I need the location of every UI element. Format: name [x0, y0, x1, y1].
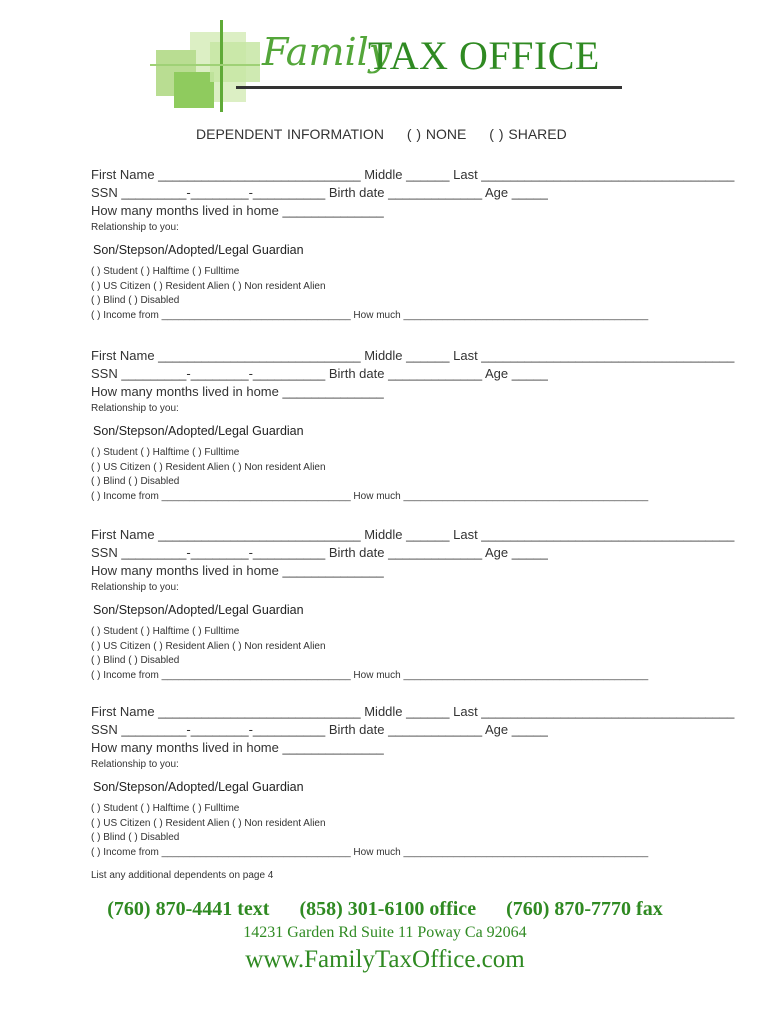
ssn-birth-age-fields[interactable]: SSN _________-________-__________ Birth date _____________ Age _____ [91, 185, 548, 200]
name-fields[interactable]: First Name ____________________________ Middle ______ Last ___________________________________ [91, 704, 735, 719]
ssn-birth-age-fields[interactable]: SSN _________-________-__________ Birth date _____________ Age _____ [91, 545, 548, 560]
dependent-block-4 [91, 703, 735, 861]
phone-numbers [0, 898, 770, 921]
name-fields[interactable]: First Name ____________________________ Middle ______ Last ___________________________________ [91, 167, 735, 182]
relationship-label: Relationship to you: [91, 222, 179, 233]
income-fields[interactable]: ( ) Income from __________________________________ How much ____________________________________________ [91, 491, 649, 503]
student-options[interactable]: ( ) Student ( ) Halftime ( ) Fulltime [91, 626, 240, 637]
months-lived-field[interactable]: How many months lived in home ______________ [91, 203, 384, 218]
dependent-block-3 [91, 526, 735, 684]
form-title: DEPENDENT INFORMATION [196, 126, 384, 142]
disability-options[interactable]: ( ) Blind ( ) Disabled [91, 295, 180, 307]
disability-options[interactable]: ( ) Blind ( ) Disabled [91, 476, 180, 488]
student-options[interactable]: ( ) Student ( ) Halftime ( ) Fulltime [91, 266, 240, 277]
dependent-block-2 [91, 347, 735, 505]
logo-word-family: Family [262, 30, 391, 74]
citizenship-options[interactable]: ( ) US Citizen ( ) Resident Alien ( ) Non resident Alien [91, 640, 326, 652]
logo-word-tax-office: TAX OFFICE [368, 33, 600, 78]
office-address: 14231 Garden Rd Suite 11 Poway Ca 92064 [243, 924, 527, 941]
additional-dependents-note: List any additional dependents on page 4 [91, 870, 274, 881]
status-options [91, 446, 691, 505]
name-fields[interactable]: First Name ____________________________ Middle ______ Last ___________________________________ [91, 527, 735, 542]
relationship-value: Son/Stepson/Adopted/Legal Guardian [93, 243, 304, 257]
income-fields[interactable]: ( ) Income from __________________________________ How much ____________________________________________ [91, 670, 649, 682]
income-fields[interactable]: ( ) Income from __________________________________ How much ____________________________________________ [91, 847, 649, 859]
citizenship-options[interactable]: ( ) US Citizen ( ) Resident Alien ( ) Non resident Alien [91, 461, 326, 473]
relationship-value: Son/Stepson/Adopted/Legal Guardian [93, 424, 304, 438]
none-option[interactable]: ( ) NONE [406, 126, 467, 142]
fax-number: (760) 870-7770 fax [506, 898, 663, 920]
shared-option[interactable]: ( ) SHARED [489, 126, 567, 142]
income-fields[interactable]: ( ) Income from __________________________________ How much ____________________________________________ [91, 310, 649, 322]
website-link[interactable]: www.FamilyTaxOffice.com [245, 946, 525, 973]
form-header [196, 126, 585, 142]
student-options[interactable]: ( ) Student ( ) Halftime ( ) Fulltime [91, 447, 240, 458]
citizenship-options[interactable]: ( ) US Citizen ( ) Resident Alien ( ) Non resident Alien [91, 280, 326, 292]
status-options [91, 625, 691, 684]
months-lived-field[interactable]: How many months lived in home ______________ [91, 740, 384, 755]
citizenship-options[interactable]: ( ) US Citizen ( ) Resident Alien ( ) Non resident Alien [91, 817, 326, 829]
relationship-label: Relationship to you: [91, 759, 179, 770]
status-options [91, 265, 691, 324]
relationship-value: Son/Stepson/Adopted/Legal Guardian [93, 780, 304, 794]
name-fields[interactable]: First Name ____________________________ Middle ______ Last ___________________________________ [91, 348, 735, 363]
months-lived-field[interactable]: How many months lived in home ______________ [91, 563, 384, 578]
disability-options[interactable]: ( ) Blind ( ) Disabled [91, 832, 180, 844]
student-options[interactable]: ( ) Student ( ) Halftime ( ) Fulltime [91, 803, 240, 814]
status-options [91, 802, 691, 861]
text-phone: (760) 870-4441 text [107, 898, 270, 920]
relationship-label: Relationship to you: [91, 403, 179, 414]
ssn-birth-age-fields[interactable]: SSN _________-________-__________ Birth date _____________ Age _____ [91, 366, 548, 381]
relationship-label: Relationship to you: [91, 582, 179, 593]
dependent-block-1 [91, 166, 735, 324]
ssn-birth-age-fields[interactable]: SSN _________-________-__________ Birth date _____________ Age _____ [91, 722, 548, 737]
months-lived-field[interactable]: How many months lived in home ______________ [91, 384, 384, 399]
office-phone: (858) 301-6100 office [299, 898, 477, 920]
disability-options[interactable]: ( ) Blind ( ) Disabled [91, 655, 180, 667]
relationship-value: Son/Stepson/Adopted/Legal Guardian [93, 603, 304, 617]
